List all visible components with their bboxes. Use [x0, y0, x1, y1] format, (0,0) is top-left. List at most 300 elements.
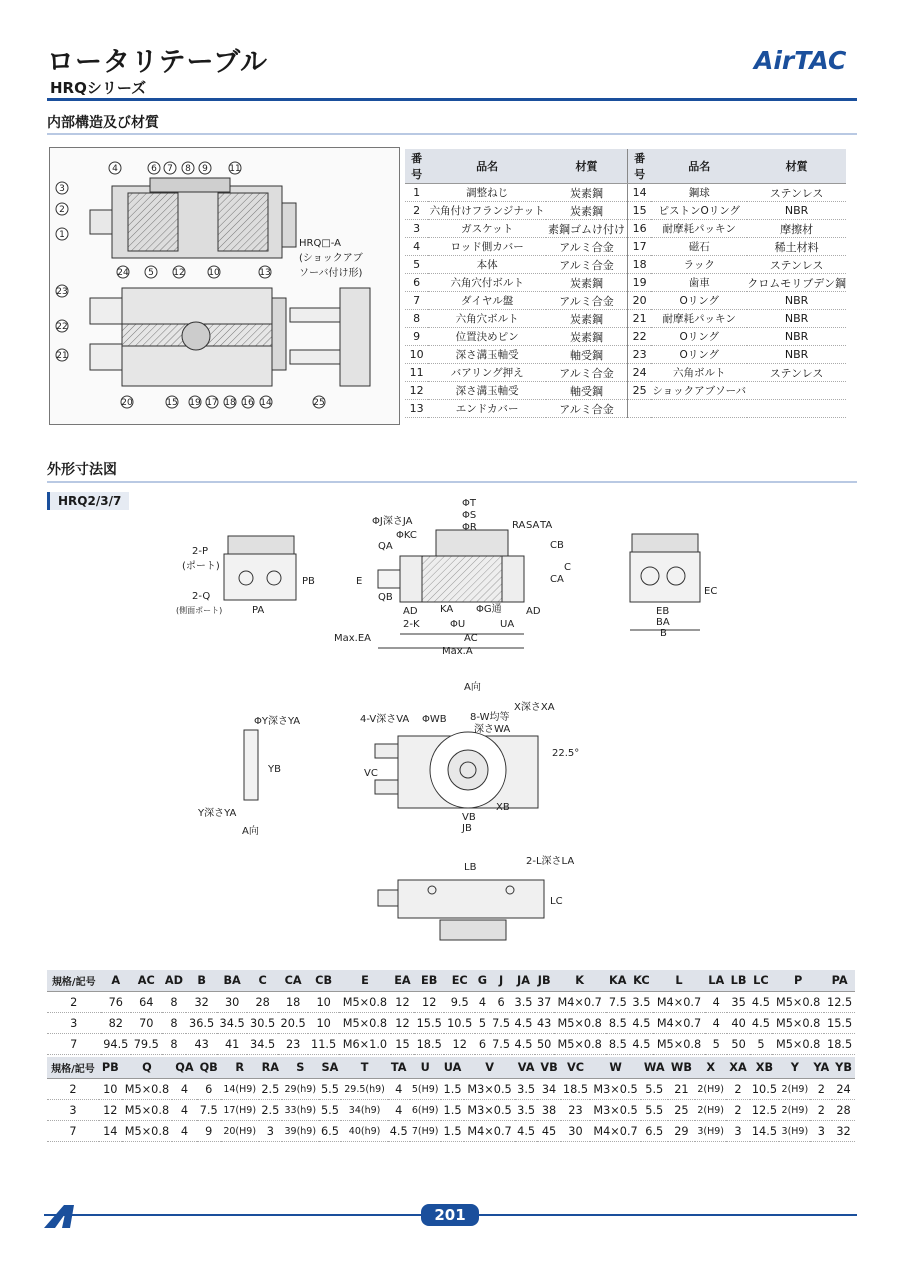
dim-cell: 41: [217, 1034, 248, 1055]
dim-cell: 34.5: [217, 1013, 248, 1034]
parts-cell: NBR: [747, 310, 846, 328]
dim-header-cell: CB: [308, 970, 339, 992]
dim-cell: 2: [726, 1100, 749, 1121]
label-2-k: 2-K: [403, 619, 420, 630]
dim-cell: 7.5: [490, 1034, 512, 1055]
col-material: 材質: [546, 149, 627, 184]
parts-cell: 10: [405, 346, 428, 364]
dim-header-cell: P: [772, 970, 824, 992]
dim-header-cell: WA: [641, 1057, 668, 1079]
parts-row: [405, 382, 846, 400]
parts-cell: 炭素鋼: [546, 310, 627, 328]
dim-cell: 3.5: [515, 1100, 538, 1121]
label-e: E: [356, 576, 363, 587]
label-yb: YB: [268, 764, 281, 775]
parts-cell: 20: [627, 292, 651, 310]
dim-cell: M3×0.5: [590, 1079, 641, 1100]
part-label-10: 10: [208, 268, 220, 278]
dim-header-cell: QA: [172, 1057, 196, 1079]
dim-header-cell: EC: [444, 970, 475, 992]
dim-cell: 32: [832, 1121, 855, 1142]
dim-cell: 23: [561, 1100, 591, 1121]
dim-header-cell: V: [464, 1057, 515, 1079]
dim-cell: 2: [810, 1100, 832, 1121]
dim-cell: 23: [278, 1034, 309, 1055]
parts-row: [405, 364, 846, 382]
parts-cell: 炭素鋼: [546, 274, 627, 292]
dim-cell: M5×0.8: [122, 1100, 173, 1121]
parts-cell: Oリング: [651, 346, 747, 364]
parts-row: [405, 274, 846, 292]
parts-cell: [651, 400, 747, 418]
dim-cell: 24: [832, 1079, 855, 1100]
dim-header-cell: XB: [750, 1057, 780, 1079]
parts-cell: アルミ合金: [546, 238, 627, 256]
dim-cell: 4: [388, 1100, 410, 1121]
dim-cell: 2.5: [259, 1079, 282, 1100]
dim-cell: 37: [535, 992, 554, 1013]
parts-cell: アルミ合金: [546, 292, 627, 310]
label-vc: VC: [364, 768, 378, 779]
label-max-a: Max.A: [442, 646, 473, 657]
label-phi-y: ΦY深さYA: [254, 716, 301, 727]
dim-cell: 29(h9): [282, 1079, 319, 1100]
part-label-18: 18: [224, 398, 236, 408]
parts-row: [405, 310, 846, 328]
dim-header-cell: YB: [832, 1057, 855, 1079]
section-dimensions-title: 外形寸法図: [47, 462, 117, 478]
parts-cell: 素鋼ゴムけ付け: [546, 220, 627, 238]
parts-cell: アルミ合金: [546, 256, 627, 274]
parts-cell: 19: [627, 274, 651, 292]
dim-header-cell: KA: [606, 970, 630, 992]
dim-cell: 12.5: [750, 1100, 780, 1121]
dim-cell: 5.5: [319, 1079, 342, 1100]
dim-cell: M6×1.0: [339, 1034, 391, 1055]
dim-cell: 30: [561, 1121, 591, 1142]
col-number-2: 番号: [627, 149, 651, 184]
dim-cell: 8: [162, 992, 187, 1013]
label-port: (ポート): [182, 561, 220, 572]
dim-header-cell: VC: [561, 1057, 591, 1079]
dim-cell: 34.5: [247, 1034, 278, 1055]
dim-header-cell: JB: [535, 970, 554, 992]
dim-cell: 64: [131, 992, 162, 1013]
dim-cell: 5.5: [319, 1100, 342, 1121]
dim-cell: 14.5: [750, 1121, 780, 1142]
label-ac: AC: [464, 633, 478, 644]
dim-cell: 4: [705, 992, 727, 1013]
dim-cell: 3.5: [630, 992, 653, 1013]
dim-cell: 3: [47, 1013, 101, 1034]
dim-header-cell: YA: [810, 1057, 832, 1079]
parts-cell: ロッド側カバー: [428, 238, 546, 256]
label-ra: RA: [512, 520, 526, 531]
dim-cell: 4.5: [388, 1121, 410, 1142]
dim-header-cell: JA: [512, 970, 534, 992]
dim-cell: 8.5: [606, 1034, 630, 1055]
dim-cell: 10.5: [444, 1013, 475, 1034]
dim-cell: 5: [705, 1034, 727, 1055]
dim-header-cell: AD: [162, 970, 187, 992]
parts-cell: 9: [405, 328, 428, 346]
dim-cell: 43: [186, 1034, 217, 1055]
dim-cell: 28: [832, 1100, 855, 1121]
dim-header-cell: PA: [824, 970, 855, 992]
parts-cell: ピストンOリング: [651, 202, 747, 220]
parts-cell: クロムモリブデン鋼: [747, 274, 846, 292]
dim-header-cell: RA: [259, 1057, 282, 1079]
label-jb: JB: [462, 823, 472, 834]
parts-cell: 本体: [428, 256, 546, 274]
parts-row: [405, 256, 846, 274]
dim-cell: 9.5: [444, 992, 475, 1013]
label-max-ea: Max.EA: [334, 633, 372, 644]
dim-header-cell: QB: [197, 1057, 221, 1079]
dim-cell: 35: [727, 992, 749, 1013]
label-phi-g: ΦG通: [476, 604, 502, 615]
dim-cell: 94.5: [101, 1034, 132, 1055]
dim-header-cell: W: [590, 1057, 641, 1079]
parts-cell: ショックアブソーバ: [651, 382, 747, 400]
page-number: 201: [421, 1204, 479, 1226]
dim-cell: 2.5: [259, 1100, 282, 1121]
dim-header-cell: CA: [278, 970, 309, 992]
part-label-3: 3: [59, 184, 65, 194]
dim-cell: 32: [186, 992, 217, 1013]
dim-header-cell: 規格/記号: [47, 1057, 99, 1079]
dim-cell: 8: [162, 1034, 187, 1055]
label-phi-t: ΦT: [462, 498, 476, 509]
part-label-22: 22: [56, 322, 68, 332]
dim-row: [47, 1034, 855, 1055]
dim-cell: 4.5: [750, 992, 772, 1013]
dim-cell: 7(H9): [410, 1121, 441, 1142]
variant-label: HRQ□-A: [299, 238, 342, 249]
dim-cell: 18: [278, 992, 309, 1013]
dim-cell: 4: [172, 1100, 196, 1121]
dim-cell: M4×0.7: [554, 992, 606, 1013]
dim-cell: 15.5: [414, 1013, 445, 1034]
label-lb: LB: [464, 862, 477, 873]
dim-cell: 76: [101, 992, 132, 1013]
dim-cell: M5×0.8: [772, 992, 824, 1013]
parts-cell: ガスケット: [428, 220, 546, 238]
parts-row: [405, 184, 846, 202]
dim-header-cell: 規格/記号: [47, 970, 101, 992]
part-label-23: 23: [56, 287, 68, 297]
dim-cell: M3×0.5: [464, 1100, 515, 1121]
parts-cell: ステンレス: [747, 364, 846, 382]
part-label-5: 5: [148, 268, 154, 278]
dim-cell: 2(H9): [695, 1079, 726, 1100]
dim-cell: 6: [197, 1079, 221, 1100]
dim-cell: M5×0.8: [339, 1013, 391, 1034]
part-label-16: 16: [242, 398, 254, 408]
dim-header-cell: EA: [391, 970, 414, 992]
dim-header-cell: AC: [131, 970, 162, 992]
dim-cell: 70: [131, 1013, 162, 1034]
dimension-table-2: [47, 1057, 855, 1142]
parts-cell: 六角付けフランジナット: [428, 202, 546, 220]
dim-header-cell: Y: [779, 1057, 810, 1079]
dim-cell: 15.5: [824, 1013, 855, 1034]
parts-cell: 深さ溝玉軸受: [428, 346, 546, 364]
parts-cell: [747, 382, 846, 400]
parts-cell: 歯車: [651, 274, 747, 292]
dim-cell: 34: [537, 1079, 560, 1100]
part-label-21: 21: [56, 351, 68, 361]
parts-cell: 15: [627, 202, 651, 220]
dim-header-cell: KC: [630, 970, 653, 992]
dim-cell: 8.5: [606, 1013, 630, 1034]
dim-cell: 82: [101, 1013, 132, 1034]
section-rule: [47, 133, 857, 135]
col-part-name-2: 品名: [651, 149, 747, 184]
label-wa: 深さWA: [474, 724, 511, 735]
parts-cell: 六角穴付ボルト: [428, 274, 546, 292]
dim-header-cell: A: [101, 970, 132, 992]
dim-header-cell: TA: [388, 1057, 410, 1079]
dim-cell: M5×0.8: [339, 992, 391, 1013]
label-2-q: 2-Q: [192, 591, 211, 602]
label-phi-r: ΦR: [462, 522, 477, 533]
parts-cell: 22: [627, 328, 651, 346]
dim-cell: 4.5: [512, 1034, 534, 1055]
dim-header-cell: X: [695, 1057, 726, 1079]
dim-cell: 43: [535, 1013, 554, 1034]
label-y-ya: Y深さYA: [198, 808, 237, 819]
dim-cell: 40(h9): [341, 1121, 387, 1142]
dim-cell: 7.5: [606, 992, 630, 1013]
parts-cell: NBR: [747, 346, 846, 364]
parts-cell: 2: [405, 202, 428, 220]
dim-cell: 50: [727, 1034, 749, 1055]
part-label-1: 1: [59, 230, 65, 240]
cross-section-drawing: [50, 148, 399, 424]
dim-header-cell: EB: [414, 970, 445, 992]
dim-header-cell: WB: [668, 1057, 695, 1079]
dim-cell: M5×0.8: [554, 1013, 606, 1034]
dim-cell: 4: [475, 992, 490, 1013]
parts-cell: 位置決めピン: [428, 328, 546, 346]
part-label-14: 14: [260, 398, 272, 408]
parts-cell: 六角ボルト: [651, 364, 747, 382]
label-phi-s: ΦS: [462, 510, 477, 521]
label-b: B: [660, 628, 667, 639]
dim-cell: 12: [444, 1034, 475, 1055]
dim-cell: 2: [47, 992, 101, 1013]
parts-cell: [627, 400, 651, 418]
dim-cell: 2(H9): [695, 1100, 726, 1121]
parts-cell: 16: [627, 220, 651, 238]
dim-header-cell: UA: [441, 1057, 465, 1079]
dim-cell: 14(H9): [221, 1079, 259, 1100]
parts-cell: 4: [405, 238, 428, 256]
parts-cell: 23: [627, 346, 651, 364]
parts-cell: 11: [405, 364, 428, 382]
parts-row: [405, 220, 846, 238]
model-tag: HRQ2/3/7: [47, 492, 129, 510]
dim-cell: 18.5: [561, 1079, 591, 1100]
part-label-6: 6: [151, 164, 157, 174]
dim-cell: 20(H9): [221, 1121, 259, 1142]
dim-cell: 9: [197, 1121, 221, 1142]
label-lc: LC: [550, 896, 563, 907]
parts-cell: ステンレス: [747, 184, 846, 202]
dim-header-cell: BA: [217, 970, 248, 992]
part-label-11: 11: [229, 164, 241, 174]
parts-cell: 稀土材料: [747, 238, 846, 256]
parts-cell: 深さ溝玉軸受: [428, 382, 546, 400]
dim-header-cell: XA: [726, 1057, 749, 1079]
dim-cell: 3.5: [512, 992, 534, 1013]
dim-cell: 12.5: [824, 992, 855, 1013]
dim-cell: 40: [727, 1013, 749, 1034]
dim-cell: M4×0.7: [653, 1013, 705, 1034]
header-rule: [47, 98, 857, 101]
footer-logo-icon: [44, 1205, 78, 1228]
dim-cell: 10: [308, 1013, 339, 1034]
label-x-xa: X深さXA: [514, 702, 555, 713]
dim-header-cell: J: [490, 970, 512, 992]
parts-cell: 3: [405, 220, 428, 238]
dim-header-cell: C: [247, 970, 278, 992]
col-number: 番号: [405, 149, 428, 184]
part-label-8: 8: [185, 164, 191, 174]
dim-cell: 7.5: [197, 1100, 221, 1121]
label-ca: CA: [550, 574, 564, 585]
brand-logo-text: AirTAC: [754, 46, 847, 74]
parts-cell: 7: [405, 292, 428, 310]
parts-cell: NBR: [747, 202, 846, 220]
dim-cell: 14: [99, 1121, 122, 1142]
dim-cell: 79.5: [131, 1034, 162, 1055]
dim-cell: 15: [391, 1034, 414, 1055]
label-phi-wb: ΦWB: [422, 714, 447, 725]
parts-cell: 軸受鋼: [546, 382, 627, 400]
label-cb: CB: [550, 540, 564, 551]
dim-cell: 39(h9): [282, 1121, 319, 1142]
variant-note-1: (ショックアブ: [299, 253, 363, 264]
dim-cell: 36.5: [186, 1013, 217, 1034]
label-ta: TA: [540, 520, 553, 531]
dimension-table-1: [47, 970, 855, 1055]
dim-cell: 12: [414, 992, 445, 1013]
dim-cell: 18.5: [414, 1034, 445, 1055]
dim-cell: 10: [99, 1079, 122, 1100]
dim-cell: 4.5: [630, 1013, 653, 1034]
label-ka: KA: [440, 604, 454, 615]
dim-cell: 45: [537, 1121, 560, 1142]
parts-cell: ラック: [651, 256, 747, 274]
dim-cell: 3: [726, 1121, 749, 1142]
label-view-a-2: A向: [242, 826, 259, 837]
dim-cell: 3: [810, 1121, 832, 1142]
dim-cell: 6: [475, 1034, 490, 1055]
parts-cell: ステンレス: [747, 256, 846, 274]
dim-header-cell: LC: [750, 970, 772, 992]
parts-cell: 6: [405, 274, 428, 292]
dim-cell: 3(H9): [779, 1121, 810, 1142]
dim-header-cell: R: [221, 1057, 259, 1079]
part-label-19: 19: [189, 398, 201, 408]
dim-cell: 1.5: [441, 1079, 465, 1100]
parts-cell: 13: [405, 400, 428, 418]
parts-cell: 12: [405, 382, 428, 400]
parts-cell: 軸受鋼: [546, 346, 627, 364]
dim-header-cell: K: [554, 970, 606, 992]
part-label-15: 15: [166, 398, 178, 408]
dim-cell: 11.5: [308, 1034, 339, 1055]
parts-cell: バアリング押え: [428, 364, 546, 382]
parts-table-header: [405, 149, 846, 184]
parts-cell: NBR: [747, 328, 846, 346]
parts-cell: 炭素鋼: [546, 184, 627, 202]
label-vb: VB: [462, 812, 476, 823]
dim-header-cell: L: [653, 970, 705, 992]
label-ad-left: AD: [403, 606, 418, 617]
label-qa: QA: [378, 541, 393, 552]
label-xb: XB: [496, 802, 510, 813]
label-phi-u: ΦU: [450, 619, 466, 630]
dim-cell: 5(H9): [410, 1079, 441, 1100]
parts-row: [405, 346, 846, 364]
section-internal-structure-title: 内部構造及び材質: [47, 115, 159, 131]
dim-header-cell: PB: [99, 1057, 122, 1079]
dim-cell: 34(h9): [341, 1100, 387, 1121]
parts-row: [405, 292, 846, 310]
label-phi-j: ΦJ深さJA: [372, 516, 413, 527]
dim-cell: M5×0.8: [122, 1121, 173, 1142]
dim-cell: 12: [99, 1100, 122, 1121]
parts-cell: アルミ合金: [546, 400, 627, 418]
dim-header-cell: VB: [537, 1057, 560, 1079]
parts-cell: Oリング: [651, 328, 747, 346]
dim-cell: 4.5: [515, 1121, 538, 1142]
parts-material-table: [405, 149, 846, 418]
cross-section-figure: [49, 147, 400, 425]
dim-cell: M5×0.8: [772, 1013, 824, 1034]
label-eb: EB: [656, 606, 670, 617]
part-label-7: 7: [167, 164, 173, 174]
label-2-l: 2-L深さLA: [526, 856, 575, 867]
parts-row: [405, 238, 846, 256]
dim-cell: 4.5: [630, 1034, 653, 1055]
parts-cell: ダイヤル盤: [428, 292, 546, 310]
dim-row: [47, 1100, 855, 1121]
label-ua: UA: [500, 619, 515, 630]
part-label-25: 25: [313, 398, 325, 408]
dim-header-cell: G: [475, 970, 490, 992]
dim-cell: 2: [726, 1079, 749, 1100]
parts-cell: 24: [627, 364, 651, 382]
parts-cell: 炭素鋼: [546, 202, 627, 220]
dim-cell: M4×0.7: [653, 992, 705, 1013]
dim-cell: 30: [217, 992, 248, 1013]
dim-cell: M5×0.8: [653, 1034, 705, 1055]
dim-cell: 7: [47, 1121, 99, 1142]
label-qb: QB: [378, 592, 393, 603]
label-4-v: 4-V深さVA: [360, 714, 410, 725]
col-part-name: 品名: [428, 149, 546, 184]
dim-cell: 18.5: [824, 1034, 855, 1055]
dim-cell: 17(H9): [221, 1100, 259, 1121]
dim-cell: 29.5(h9): [341, 1079, 387, 1100]
parts-cell: [747, 400, 846, 418]
parts-row: [405, 202, 846, 220]
dim-cell: 4: [172, 1121, 196, 1142]
